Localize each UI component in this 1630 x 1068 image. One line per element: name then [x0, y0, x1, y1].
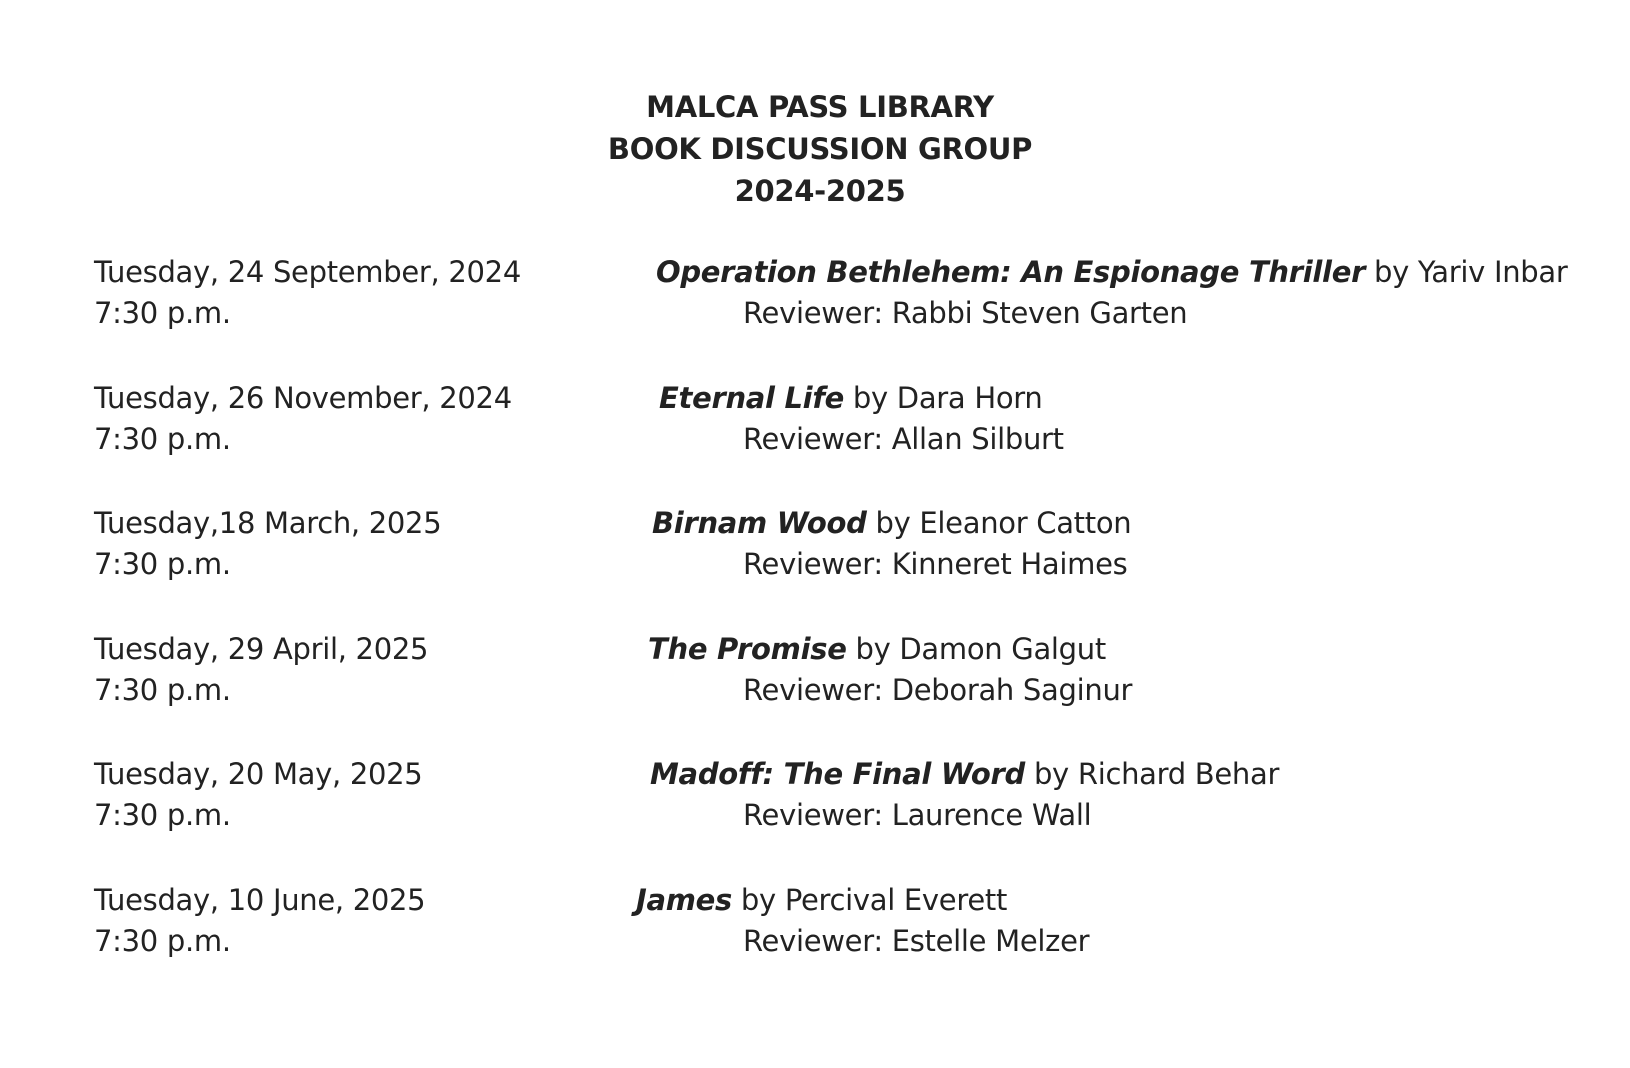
reviewer: Reviewer: Allan Silburt — [743, 421, 1064, 456]
reviewer: Reviewer: Estelle Melzer — [743, 923, 1090, 958]
schedule-entry — [0, 879, 1630, 1005]
book-author: by Richard Behar — [1025, 757, 1280, 792]
meeting-time: 7:30 p.m. — [94, 672, 231, 707]
schedule-entry — [0, 502, 1630, 628]
book-title: Operation Bethlehem: An Espionage Thriller — [656, 255, 1366, 289]
reviewer: Reviewer: Kinneret Haimes — [743, 547, 1128, 582]
library-name: MALCA PASS LIBRARY — [646, 90, 994, 124]
book-title: Birnam Wood — [652, 506, 867, 541]
book-line — [652, 502, 1131, 544]
book-author: by Yariv Inbar — [1365, 255, 1568, 289]
schedule-list — [0, 251, 1630, 1005]
book-title: Eternal Life — [659, 380, 844, 415]
schedule-entry — [0, 251, 1630, 377]
reviewer: Reviewer: Laurence Wall — [743, 798, 1092, 833]
book-author: by Dara Horn — [844, 380, 1043, 415]
meeting-date: Tuesday,18 March, 2025 — [94, 506, 442, 541]
book-author: by Damon Galgut — [846, 631, 1106, 666]
book-line — [650, 753, 1279, 795]
book-author: by Eleanor Catton — [866, 506, 1132, 541]
meeting-time: 7:30 p.m. — [94, 798, 231, 833]
book-line — [656, 251, 1567, 293]
book-title: James — [636, 882, 733, 917]
meeting-time: 7:30 p.m. — [94, 296, 231, 330]
schedule-entry — [0, 377, 1630, 503]
book-author: by Percival Everett — [732, 882, 1008, 917]
reviewer: Reviewer: Rabbi Steven Garten — [743, 296, 1188, 330]
meeting-time: 7:30 p.m. — [94, 547, 231, 582]
book-line — [659, 377, 1042, 419]
schedule-entry — [0, 753, 1630, 879]
meeting-date: Tuesday, 29 April, 2025 — [94, 631, 429, 666]
book-line — [636, 879, 1007, 921]
page-header — [0, 86, 1630, 212]
meeting-date: Tuesday, 10 June, 2025 — [94, 882, 426, 917]
meeting-date: Tuesday, 20 May, 2025 — [94, 757, 423, 792]
schedule-entry — [0, 628, 1630, 754]
meeting-date: Tuesday, 26 November, 2024 — [94, 380, 512, 415]
meeting-date: Tuesday, 24 September, 2024 — [94, 255, 521, 289]
book-title: Madoff: The Final Word — [650, 757, 1026, 792]
book-line — [648, 628, 1106, 670]
meeting-time: 7:30 p.m. — [94, 421, 231, 456]
group-name: BOOK DISCUSSION GROUP — [607, 132, 1033, 166]
season-year: 2024-2025 — [734, 174, 906, 208]
meeting-time: 7:30 p.m. — [94, 923, 231, 958]
book-title: The Promise — [648, 631, 847, 666]
reviewer: Reviewer: Deborah Saginur — [743, 672, 1133, 707]
